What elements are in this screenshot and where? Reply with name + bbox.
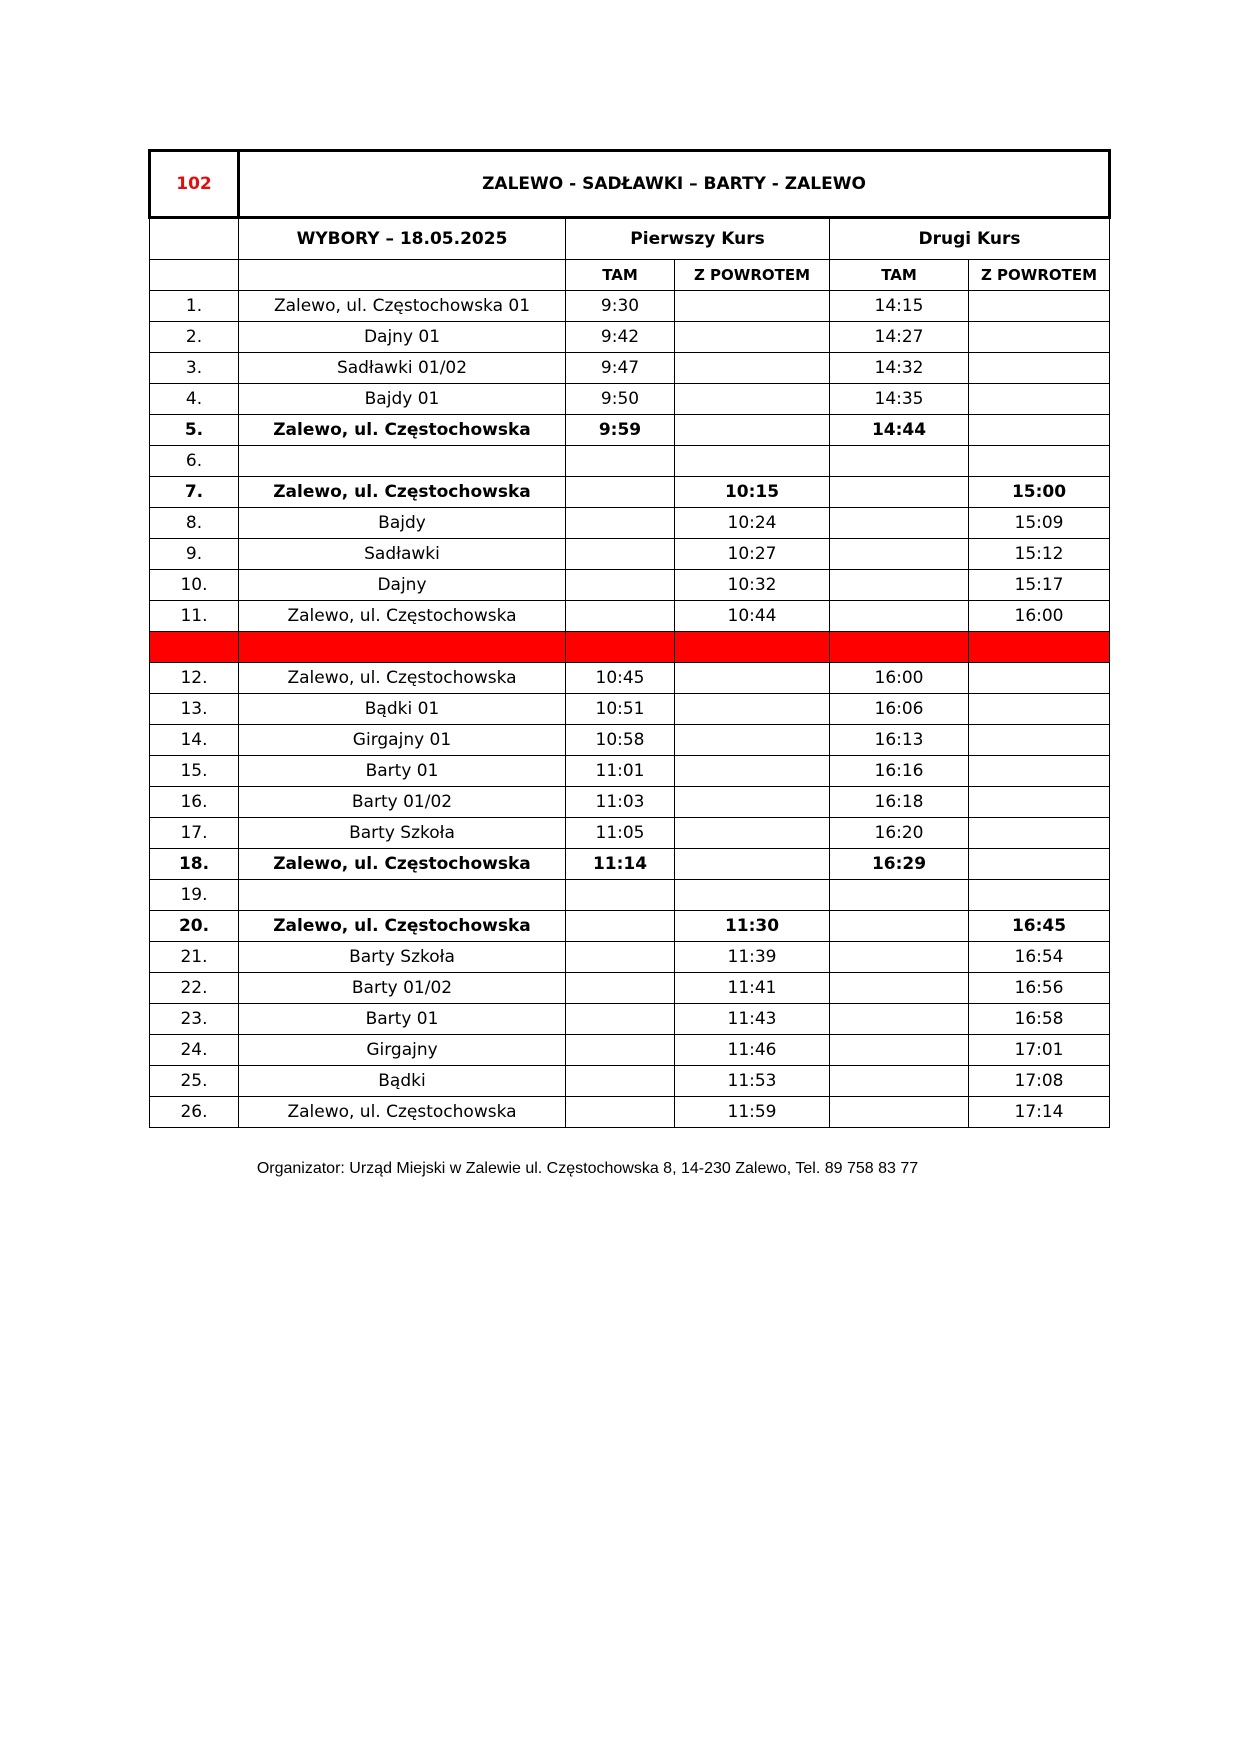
stop-number: 15. <box>150 756 239 787</box>
course2-back-time <box>969 787 1110 818</box>
stop-number: 5. <box>150 415 239 446</box>
table-row <box>150 601 1110 632</box>
stop-name: Sadławki <box>239 539 566 570</box>
course1-back-time: 11:30 <box>675 911 830 942</box>
course2-back-time <box>969 694 1110 725</box>
table-row <box>150 818 1110 849</box>
course1-back-time <box>675 849 830 880</box>
course2-back-time: 15:00 <box>969 477 1110 508</box>
table-row <box>150 663 1110 694</box>
stop-number: 26. <box>150 1097 239 1128</box>
course1-back-time <box>675 663 830 694</box>
course1-tam-time: 10:51 <box>566 694 675 725</box>
table-row <box>150 1004 1110 1035</box>
course2-back-time <box>969 384 1110 415</box>
course1-back-time <box>675 725 830 756</box>
stop-name <box>239 880 566 911</box>
stop-name: Barty 01/02 <box>239 973 566 1004</box>
footer-text: Organizator: Urząd Miejski w Zalewie ul. Częstochowska 8, 14-230 Zalewo, Tel. 89 758 83 77 <box>256 1160 919 1177</box>
stop-number: 3. <box>150 353 239 384</box>
course1-back-time <box>675 756 830 787</box>
stop-name: Zalewo, ul. Częstochowska <box>239 911 566 942</box>
course2-tam-time: 16:13 <box>830 725 969 756</box>
course2-back-time: 16:45 <box>969 911 1110 942</box>
course2-tam-time: 16:29 <box>830 849 969 880</box>
course2-back-time: 17:14 <box>969 1097 1110 1128</box>
course1-back-time: 11:39 <box>675 942 830 973</box>
footer-organizer <box>0 1160 1241 1178</box>
stop-name: Bądki 01 <box>239 694 566 725</box>
course1-back-time <box>675 291 830 322</box>
stop-number: 25. <box>150 1066 239 1097</box>
course2-back-time <box>969 446 1110 477</box>
stop-number: 22. <box>150 973 239 1004</box>
stop-name: Zalewo, ul. Częstochowska <box>239 601 566 632</box>
course2-tam-time <box>830 539 969 570</box>
course1-tam-time: 9:30 <box>566 291 675 322</box>
stop-number: 16. <box>150 787 239 818</box>
table-row <box>150 849 1110 880</box>
course2-tam-time <box>830 1035 969 1066</box>
subheader-blank-stop <box>239 260 566 291</box>
stop-name: Bajdy 01 <box>239 384 566 415</box>
course2-back-time <box>969 880 1110 911</box>
course1-back-time: 10:32 <box>675 570 830 601</box>
course1-tam-header: TAM <box>566 260 675 291</box>
title-row <box>150 151 1110 218</box>
separator-cell <box>969 632 1110 663</box>
header-row <box>150 218 1110 260</box>
course2-back-time <box>969 663 1110 694</box>
stop-number: 1. <box>150 291 239 322</box>
stop-name: Zalewo, ul. Częstochowska 01 <box>239 291 566 322</box>
course2-tam-time <box>830 880 969 911</box>
course1-back-time <box>675 818 830 849</box>
course1-tam-time: 11:14 <box>566 849 675 880</box>
stop-name: Barty 01 <box>239 1004 566 1035</box>
course2-back-time <box>969 291 1110 322</box>
course2-back-time <box>969 756 1110 787</box>
course1-tam-time: 9:42 <box>566 322 675 353</box>
subheader-blank-no <box>150 260 239 291</box>
course1-tam-time: 10:58 <box>566 725 675 756</box>
stop-number: 12. <box>150 663 239 694</box>
stop-number: 20. <box>150 911 239 942</box>
timetable-table <box>148 149 1111 1128</box>
separator-cell <box>830 632 969 663</box>
course2-tam-time: 16:00 <box>830 663 969 694</box>
table-row <box>150 911 1110 942</box>
course2-back-time: 15:17 <box>969 570 1110 601</box>
table-row <box>150 322 1110 353</box>
table-row <box>150 477 1110 508</box>
course1-tam-time <box>566 911 675 942</box>
course2-tam-time <box>830 477 969 508</box>
course2-back-time <box>969 725 1110 756</box>
course1-tam-time <box>566 1097 675 1128</box>
course1-back-time <box>675 787 830 818</box>
stop-name: Barty 01/02 <box>239 787 566 818</box>
course2-tam-time: 16:20 <box>830 818 969 849</box>
course2-back-time <box>969 415 1110 446</box>
table-row <box>150 384 1110 415</box>
stop-name: Dajny <box>239 570 566 601</box>
table-row <box>150 1066 1110 1097</box>
course2-tam-time: 14:32 <box>830 353 969 384</box>
course2-tam-time <box>830 973 969 1004</box>
course2-tam-time <box>830 1097 969 1128</box>
course2-tam-time <box>830 1004 969 1035</box>
table-row <box>150 291 1110 322</box>
course1-back-time <box>675 384 830 415</box>
course2-tam-time <box>830 601 969 632</box>
course1-tam-time: 11:03 <box>566 787 675 818</box>
stop-name <box>239 446 566 477</box>
course1-back-time <box>675 446 830 477</box>
separator-cell <box>239 632 566 663</box>
table-row <box>150 942 1110 973</box>
course2-tam-time <box>830 942 969 973</box>
course1-back-time <box>675 322 830 353</box>
separator-cell <box>675 632 830 663</box>
course1-tam-time: 9:59 <box>566 415 675 446</box>
course1-tam-time <box>566 477 675 508</box>
stop-number: 21. <box>150 942 239 973</box>
course1-tam-time <box>566 1066 675 1097</box>
stop-number: 18. <box>150 849 239 880</box>
stop-name: Zalewo, ul. Częstochowska <box>239 415 566 446</box>
course2-tam-header: TAM <box>830 260 969 291</box>
course1-tam-time: 10:45 <box>566 663 675 694</box>
course2-back-time: 16:56 <box>969 973 1110 1004</box>
course1-tam-time: 9:47 <box>566 353 675 384</box>
course2-tam-time: 16:16 <box>830 756 969 787</box>
course1-back-time: 11:59 <box>675 1097 830 1128</box>
course2-tam-time <box>830 911 969 942</box>
table-row <box>150 539 1110 570</box>
course2-tam-time <box>830 1066 969 1097</box>
course1-back-time: 10:24 <box>675 508 830 539</box>
stop-name: Girgajny <box>239 1035 566 1066</box>
course2-back-time: 16:54 <box>969 942 1110 973</box>
stop-number: 2. <box>150 322 239 353</box>
course2-back-time <box>969 353 1110 384</box>
stop-name: Dajny 01 <box>239 322 566 353</box>
subheader-row <box>150 260 1110 291</box>
course2-back-time: 17:08 <box>969 1066 1110 1097</box>
course2-back-time <box>969 322 1110 353</box>
stop-number: 11. <box>150 601 239 632</box>
table-row <box>150 508 1110 539</box>
course1-back-time: 11:41 <box>675 973 830 1004</box>
course2-back-header: Z POWROTEM <box>969 260 1110 291</box>
table-row <box>150 446 1110 477</box>
course2-tam-time <box>830 508 969 539</box>
timetable-sheet <box>148 149 1108 1128</box>
course2-back-time: 16:58 <box>969 1004 1110 1035</box>
course1-tam-time <box>566 508 675 539</box>
stop-name: Zalewo, ul. Częstochowska <box>239 663 566 694</box>
course1-tam-time: 9:50 <box>566 384 675 415</box>
course1-tam-time <box>566 1035 675 1066</box>
stop-number: 10. <box>150 570 239 601</box>
course1-back-time <box>675 694 830 725</box>
stop-name: Zalewo, ul. Częstochowska <box>239 477 566 508</box>
course1-tam-time <box>566 446 675 477</box>
course1-back-time: 10:44 <box>675 601 830 632</box>
course1-back-time: 11:53 <box>675 1066 830 1097</box>
course1-back-time: 11:46 <box>675 1035 830 1066</box>
course1-tam-time <box>566 942 675 973</box>
course1-label: Pierwszy Kurs <box>566 218 830 260</box>
course2-back-time <box>969 818 1110 849</box>
course1-back-time: 11:43 <box>675 1004 830 1035</box>
stop-name: Sadławki 01/02 <box>239 353 566 384</box>
course1-tam-time <box>566 973 675 1004</box>
course1-tam-time <box>566 880 675 911</box>
stop-number: 17. <box>150 818 239 849</box>
table-row <box>150 725 1110 756</box>
course1-tam-time <box>566 1004 675 1035</box>
table-row <box>150 353 1110 384</box>
course1-back-time: 10:15 <box>675 477 830 508</box>
stop-number: 19. <box>150 880 239 911</box>
table-row <box>150 787 1110 818</box>
course1-back-header: Z POWROTEM <box>675 260 830 291</box>
table-row <box>150 694 1110 725</box>
stop-number: 23. <box>150 1004 239 1035</box>
course1-back-time: 10:27 <box>675 539 830 570</box>
course1-tam-time: 11:01 <box>566 756 675 787</box>
course1-back-time <box>675 415 830 446</box>
course2-tam-time <box>830 446 969 477</box>
table-row <box>150 880 1110 911</box>
separator-row <box>150 632 1110 663</box>
table-row <box>150 756 1110 787</box>
route-name: ZALEWO - SADŁAWKI – BARTY - ZALEWO <box>239 151 1110 218</box>
stop-name: Girgajny 01 <box>239 725 566 756</box>
table-row <box>150 973 1110 1004</box>
stop-number: 8. <box>150 508 239 539</box>
course2-tam-time: 14:35 <box>830 384 969 415</box>
course2-back-time: 17:01 <box>969 1035 1110 1066</box>
course1-tam-time <box>566 570 675 601</box>
stop-number: 4. <box>150 384 239 415</box>
table-row <box>150 415 1110 446</box>
course2-back-time <box>969 849 1110 880</box>
stop-name: Zalewo, ul. Częstochowska <box>239 1097 566 1128</box>
stop-number: 13. <box>150 694 239 725</box>
separator-cell <box>150 632 239 663</box>
separator-cell <box>566 632 675 663</box>
course2-back-time: 15:12 <box>969 539 1110 570</box>
stop-number: 6. <box>150 446 239 477</box>
event-label: WYBORY – 18.05.2025 <box>239 218 566 260</box>
course1-back-time <box>675 880 830 911</box>
table-row <box>150 570 1110 601</box>
stop-name: Barty 01 <box>239 756 566 787</box>
course2-tam-time: 14:15 <box>830 291 969 322</box>
course1-tam-time: 11:05 <box>566 818 675 849</box>
stop-number: 9. <box>150 539 239 570</box>
stop-number: 14. <box>150 725 239 756</box>
course2-tam-time <box>830 570 969 601</box>
table-row <box>150 1097 1110 1128</box>
table-row <box>150 1035 1110 1066</box>
stop-number: 7. <box>150 477 239 508</box>
stop-name: Bajdy <box>239 508 566 539</box>
stop-name: Bądki <box>239 1066 566 1097</box>
route-number: 102 <box>150 151 239 218</box>
course2-tam-time: 14:44 <box>830 415 969 446</box>
course2-tam-time: 16:18 <box>830 787 969 818</box>
course1-back-time <box>675 353 830 384</box>
stop-name: Barty Szkoła <box>239 818 566 849</box>
course2-back-time: 15:09 <box>969 508 1110 539</box>
header-blank-cell <box>150 218 239 260</box>
course2-back-time: 16:00 <box>969 601 1110 632</box>
course2-tam-time: 14:27 <box>830 322 969 353</box>
stop-name: Barty Szkoła <box>239 942 566 973</box>
course1-tam-time <box>566 601 675 632</box>
course1-tam-time <box>566 539 675 570</box>
stop-number: 24. <box>150 1035 239 1066</box>
stop-name: Zalewo, ul. Częstochowska <box>239 849 566 880</box>
course2-label: Drugi Kurs <box>830 218 1110 260</box>
course2-tam-time: 16:06 <box>830 694 969 725</box>
